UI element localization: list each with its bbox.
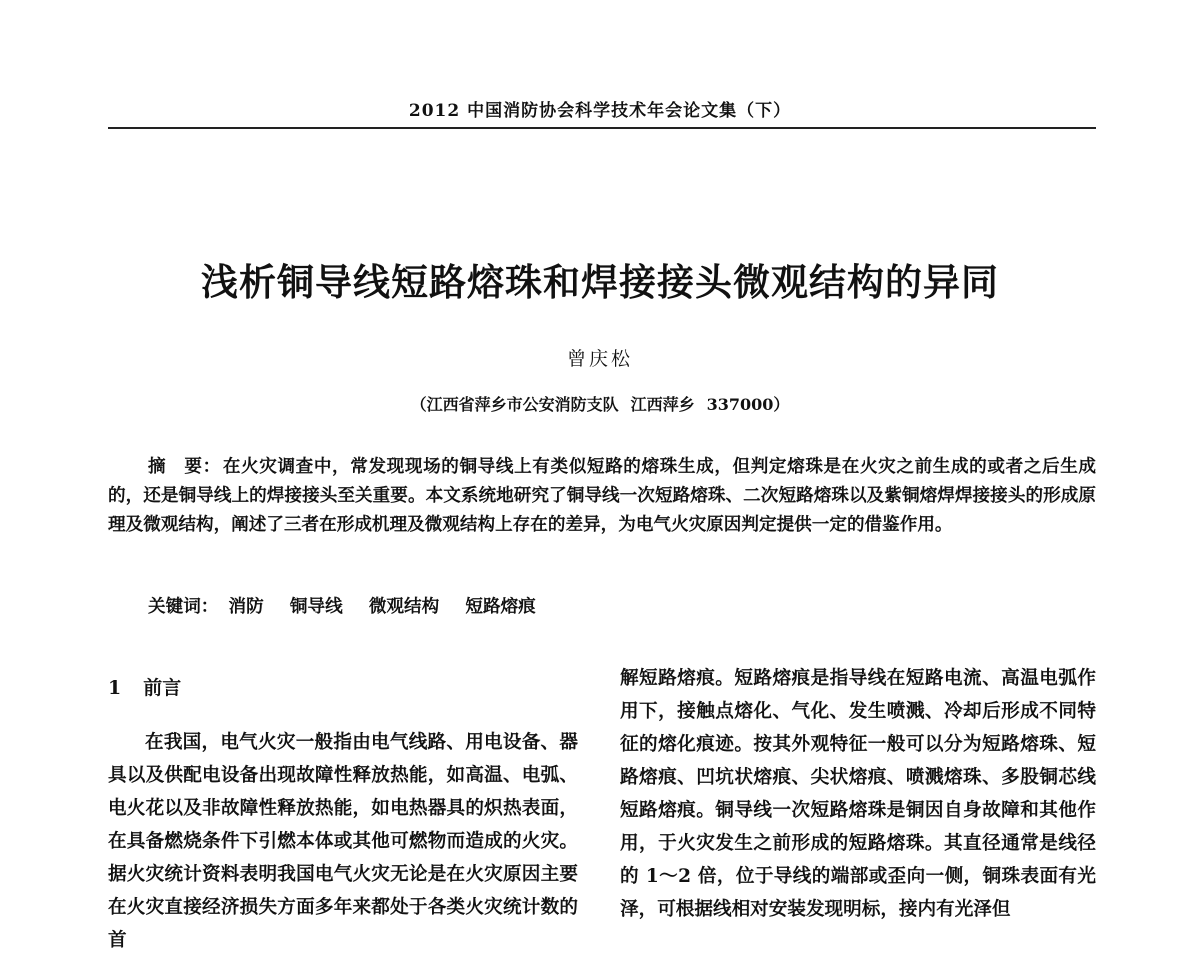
- affiliation-place: 江西萍乡: [630, 395, 695, 414]
- keyword-item: 消防: [228, 596, 264, 617]
- affiliation-org: （江西省萍乡市公安消防支队: [410, 395, 619, 414]
- keyword-item: 短路熔痕: [465, 596, 536, 617]
- short-circuit-paragraph: 解短路熔痕。短路熔痕是指导线在短路电流、高温电弧作用下，接触点熔化、气化、发生喷溅、冷却后形成不同特征的熔化痕迹。按其外观特征一般可以分为短路熔珠、短路熔痕、凹坑状熔痕、尖状熔痕、喷溅熔珠、多股铜芯线短路熔痕。铜导线一次短路熔珠是铜因自身故障和其他作用，于火灾发生之前形成的短路熔珠。其直径通常是线径的 1～2 倍，位于导线的端部或歪向一侧，铜珠表面有光泽，可根据线相对安装发现明标，接内有光泽但: [620, 668, 1096, 920]
- section-heading: [108, 668, 578, 708]
- abstract-label: 摘 要：: [148, 456, 221, 477]
- affiliation: [0, 392, 1200, 415]
- header-rule: [108, 127, 1096, 129]
- keyword-item: 微观结构: [368, 596, 440, 617]
- affiliation-postcode: 337000）: [706, 395, 790, 414]
- keywords-label: 关键词：: [148, 596, 219, 617]
- left-column: [108, 668, 578, 957]
- abstract-text: 在火灾调查中，常发现现场的铜导线上有类似短路的熔珠生成，但判定熔珠是在火灾之前生成的或者之后生成的，还是铜导线上的焊接接头至关重要。本文系统地研究了铜导线一次短路熔珠、二次短路熔珠以及紫铜熔焊焊接接头的形成原理及微观结构，阐述了三者在形成机理及微观结构上存在的差异，为电气火灾原因判定提供一定的借鉴作用。: [108, 456, 1096, 535]
- section-title: 前言: [143, 677, 182, 699]
- running-head: 2012 中国消防协会科学技术年会论文集（下）: [408, 101, 792, 121]
- right-column: [620, 662, 1096, 926]
- intro-paragraph: 在我国，电气火灾一般指由电气线路、用电设备、器具以及供配电设备出现故障性释放热能，如高温、电弧、电火花以及非故障性释放热能，如电热器具的炽热表面，在具备燃烧条件下引燃本体或其他可燃物而造成的火灾。据火灾统计资料表明我国电气火灾无论是在火灾原因主要在火灾直接经济损失方面多年来都处于各类火灾统计数的首: [108, 732, 578, 951]
- keywords: [148, 592, 1088, 621]
- abstract: [108, 452, 1096, 539]
- keyword-item: 铜导线: [289, 596, 343, 617]
- paper-title: 浅析铜导线短路熔珠和焊接接头微观结构的异同: [201, 260, 999, 304]
- section-number: 1: [108, 677, 122, 699]
- author-name: 曾庆松: [566, 348, 633, 370]
